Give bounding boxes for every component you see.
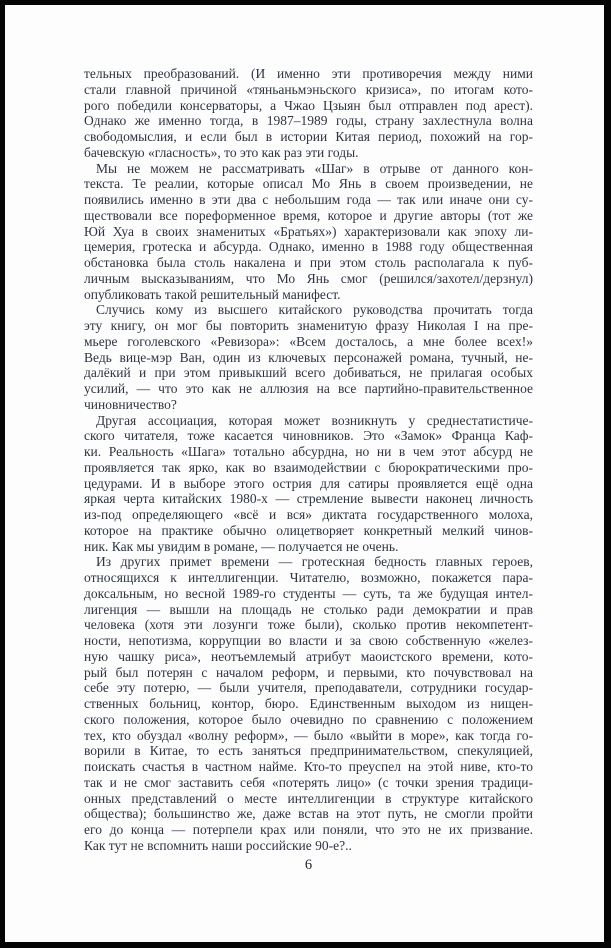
- book-page: [5, 5, 604, 942]
- text-line: ворили в Китае, то есть заняться предпринимательством, спекуляцией,: [84, 743, 533, 759]
- text-line: ник. Как мы увидим в романе, — получается не очень.: [84, 538, 399, 554]
- text-line: яркая черта китайских 1980-х — стремление вывести наконец личность: [84, 491, 533, 507]
- text-line: чиновничество?: [84, 396, 177, 412]
- text-line: которое на практике обычно олицетворяет конкретный мелкий чинов-: [84, 522, 533, 538]
- text-line: мьере гоголевского «Ревизора»: «Всем досталось, а мне более всех!»: [84, 333, 533, 349]
- text-line: проявляется так ярко, как во взаимодействии с бюрократическими про-: [84, 459, 533, 475]
- text-line: ского положения, которое было очевидно по сравнению с положением: [84, 711, 533, 727]
- text-line: лигенция — вышли на площадь не столько ради демократии и прав: [84, 601, 533, 617]
- text-line: онных представлений о месте интеллигенции в структуре китайского: [84, 790, 533, 806]
- text-line: цедурами. И в выборе этого острия для сатиры проявляется ещё одна: [84, 475, 533, 491]
- text-line: свободомыслия, и если был в истории Китая период, похожий на гор-: [84, 129, 533, 144]
- text-line: Мы не можем не рассматривать «Шаг» в отрыве от данного кон-: [96, 160, 533, 176]
- text-line: поискать счастья в частном найме. Кто-то преуспел на этой ниве, кто-то: [84, 759, 533, 774]
- paragraph: [84, 161, 533, 303]
- text-line: Из других примет времени — гротескная бедность главных героев,: [96, 554, 533, 570]
- text-line: Юй Хуа в своих знаменитых «Братьях») характеризовали как эпоху ли-: [84, 223, 533, 239]
- text-line: доксальным, но весной 1989-го студенты — суть, та же будущая интел-: [84, 585, 533, 601]
- text-line: ки. Реальность «Шага» тотально абсурдна, но ни в чем этот абсурд не: [84, 444, 533, 459]
- text-line: общества); большинство же, даже встав на этот путь, не смогли пройти: [84, 806, 533, 822]
- text-line: Ведь вице-мэр Ван, один из ключевых персонажей романа, тучный, не-: [84, 349, 533, 365]
- text-line: обстановка была столь накалена и при этом столь располагала к пуб-: [84, 255, 533, 270]
- text-line: себе эту потерю, — были учителя, преподаватели, сотрудники государ-: [84, 680, 533, 696]
- text-line: так и не смог заставить себя «потерять лицо» (с точки зрения традици-: [84, 774, 533, 790]
- text-line: бачевскую «гласность», то это как раз эти годы.: [84, 144, 359, 160]
- text-line: эту книгу, он мог бы повторить знаменитую фразу Николая I на пре-: [84, 318, 533, 333]
- paragraph: [84, 413, 533, 555]
- paragraph: [84, 554, 533, 853]
- text-line: стали главной причиной «тяньаньмэньского кризиса», по итогам кото-: [84, 81, 533, 97]
- text-line: цемерия, гротеска и абсурда. Однако, именно в 1988 году общественная: [84, 239, 533, 255]
- page-text: [84, 66, 533, 854]
- text-line: усилий, — что это как не аллюзия на все партийно-правительственное: [84, 381, 533, 396]
- text-line: появились именно в эти два с небольшим года — так или иначе они су-: [84, 192, 533, 207]
- text-line: тех, кто обуздал «волну реформ», — было «выйти в море», как тогда го-: [84, 727, 533, 743]
- text-line: личным высказываниям, что Мо Янь смог (решился/захотел/дерзнул): [84, 270, 533, 286]
- text-line: из-под определяющего «всё и вся» диктата государственного молоха,: [84, 507, 533, 522]
- paragraph: [84, 302, 533, 412]
- text-line: человека (хотя эти лозунги тоже были), сколько против некомпетент-: [84, 617, 533, 633]
- text-line: тельных преобразований. (И именно эти противоречия между ними: [84, 66, 533, 81]
- text-line: опубликовать такой решительный манифест.: [84, 286, 341, 302]
- paragraph: [84, 66, 533, 161]
- text-line: ственных больниц, контор, бюро. Единственным выходом из нищен-: [84, 696, 533, 711]
- text-line: Случись кому из высшего китайского руководства прочитать тогда: [96, 302, 533, 318]
- text-line: рый был потерян с началом реформ, и первыми, кто почувствовал на: [84, 664, 533, 680]
- text-line: Однако же именно тогда, в 1987–1989 годы, страну захлестнула волна: [84, 113, 533, 129]
- text-line: текста. Те реалии, которые описал Мо Янь в своем произведении, не: [84, 176, 533, 192]
- text-line: ную чашку риса», неотъемлемый атрибут маоистского времени, кото-: [84, 648, 533, 664]
- text-line: ществовали все пореформенное время, которое и другие авторы (тот же: [84, 207, 533, 223]
- text-line: рого победили консерваторы, а Чжао Цзыян был отправлен под арест).: [84, 97, 533, 113]
- text-line: его до конца — потерпели крах или поняли, что это не их призвание.: [84, 822, 533, 837]
- text-line: относящихся к интеллигенции. Читателю, возможно, покажется пара-: [84, 570, 533, 585]
- text-line: далёкий и при этом привыкший всего добиваться, не прилагая особых: [84, 365, 533, 381]
- text-line: Как тут не вспомнить наши российские 90-е?..: [84, 837, 352, 853]
- text-line: ности, непотизма, коррупции во власти и за свою собственную «желез-: [84, 633, 533, 648]
- page-number: 6: [304, 857, 313, 873]
- text-line: Другая ассоциация, которая может возникнуть у среднестатистиче-: [96, 412, 533, 428]
- text-line: ского читателя, тоже касается чиновников. Это «Замок» Франца Каф-: [84, 428, 533, 444]
